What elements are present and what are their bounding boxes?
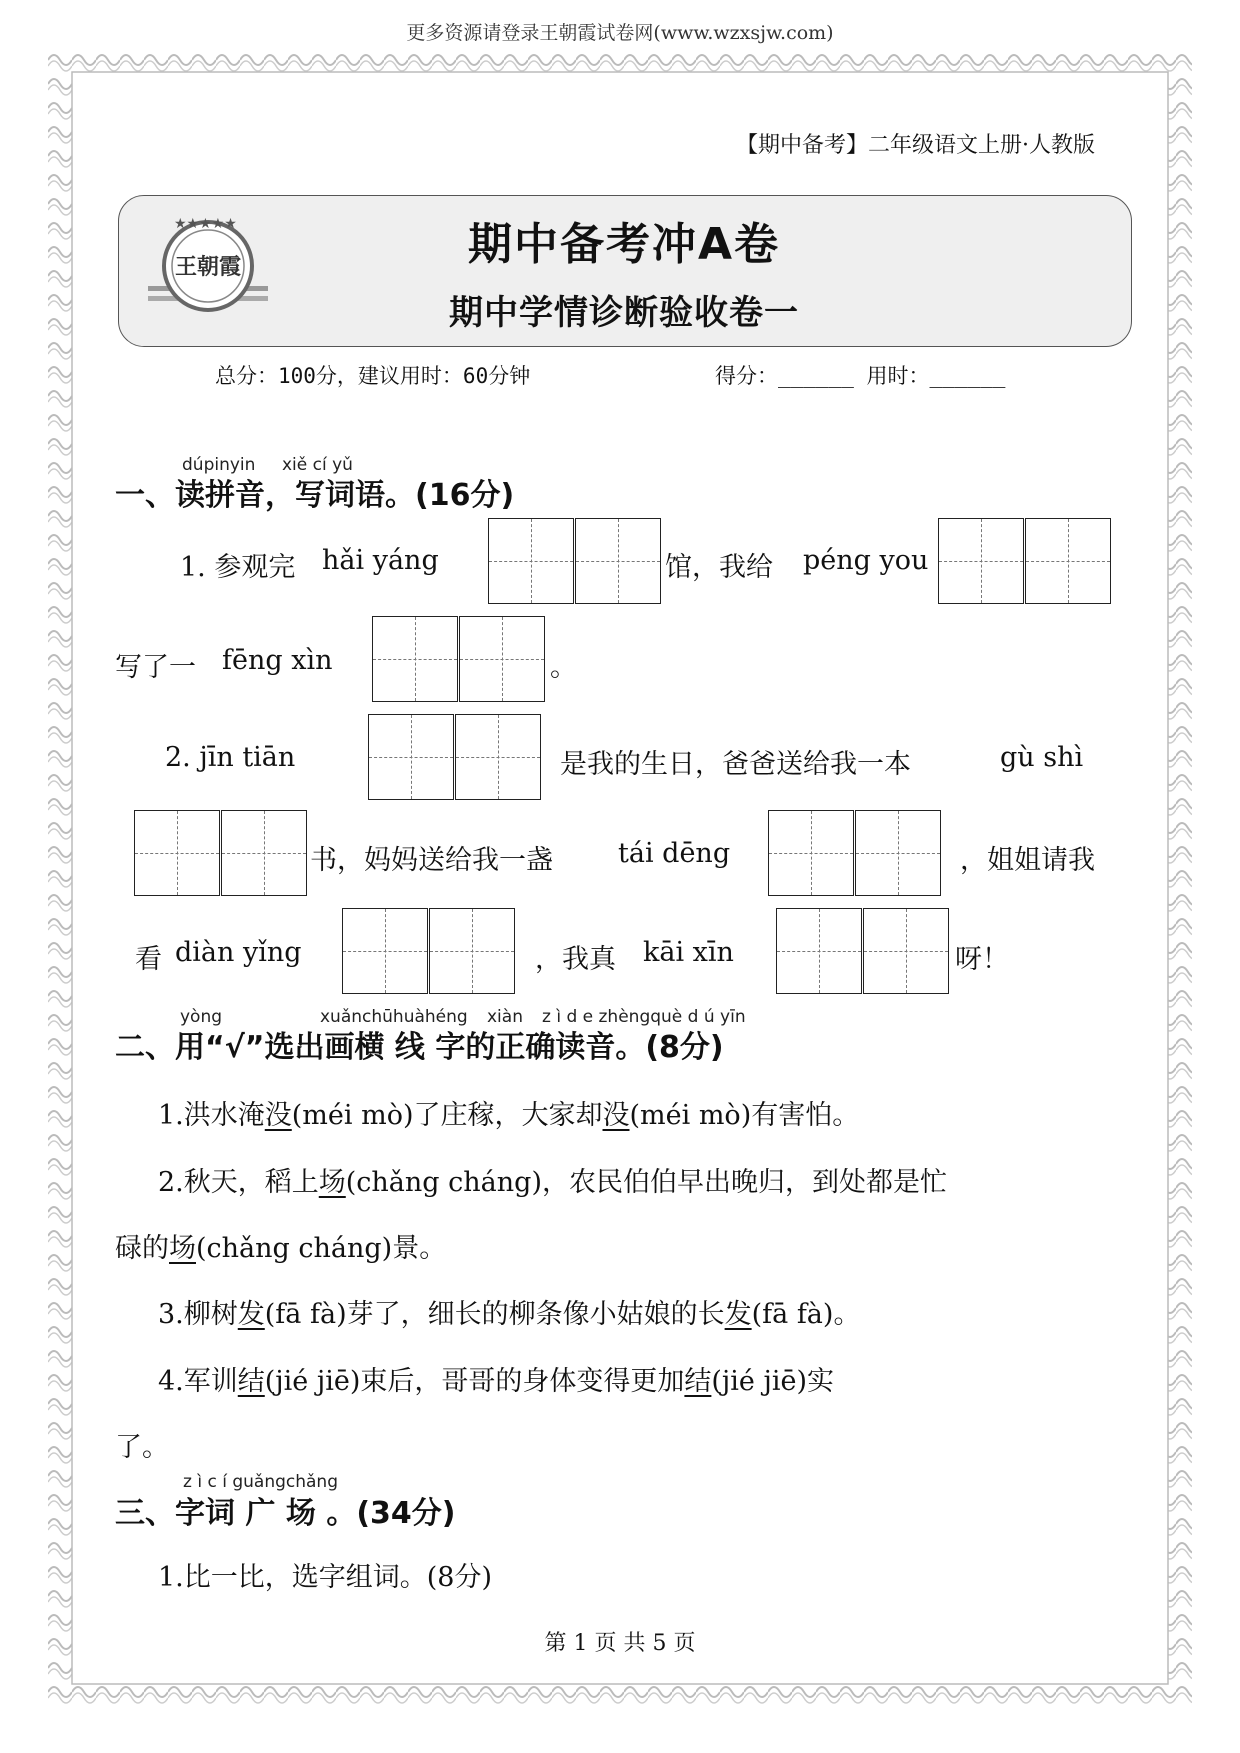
s2-line-2: 2.秋天，稻上场(chǎng cháng)，农民伯伯早出晚归，到处都是忙 — [158, 1167, 947, 1198]
writing-box[interactable] — [455, 714, 541, 800]
exam-title: 期中备考冲A卷 — [467, 219, 781, 270]
s2-line-1: 1.洪水淹没(méi mò)了庄稼，大家却没(méi mò)有害怕。 — [158, 1100, 860, 1131]
s2-pinyin-c: xiàn — [487, 1007, 523, 1027]
logo-lettering: 王朝霞 — [174, 254, 242, 280]
writing-box[interactable] — [342, 908, 428, 994]
writing-box[interactable] — [938, 518, 1024, 604]
writing-box[interactable] — [1025, 518, 1111, 604]
s2-line-2b: 碌的场(chǎng cháng)景。 — [115, 1233, 447, 1264]
writing-box[interactable] — [372, 616, 458, 702]
section-3-heading: 三、字词 广 场 。(34分) — [115, 1496, 456, 1531]
edition-label: 【期中备考】二年级语文上册·人教版 — [736, 133, 1095, 158]
score-blank: 得分：______ 用时：______ — [715, 364, 1006, 388]
q2-text-d: 看 — [135, 944, 162, 975]
s2-line-4b: 了。 — [115, 1432, 169, 1463]
writing-box[interactable] — [768, 810, 854, 896]
q1-pinyin-2: péng you — [803, 545, 929, 576]
s2-pinyin-d: z ì d e zhèngquè d ú yīn — [542, 1007, 746, 1027]
writing-box[interactable] — [855, 810, 941, 896]
writing-box[interactable] — [575, 518, 661, 604]
svg-text:★★★★★: ★★★★★ — [174, 216, 237, 232]
top-resource-link[interactable]: 更多资源请登录王朝霞试卷网(www.wzxsjw.com) — [406, 22, 834, 44]
q2-pinyin-2: gù shì — [1000, 742, 1084, 773]
q2-text-c: ，姐姐请我 — [960, 845, 1095, 876]
s2-pinyin-b: xuǎnchūhuàhéng — [320, 1007, 468, 1027]
q1-text-a: 1. 参观完 — [180, 552, 296, 583]
q1-text-d: 。 — [550, 652, 577, 683]
s3-pinyin: z ì c í guǎngchǎng — [183, 1472, 338, 1492]
exam-subtitle: 期中学情诊断验收卷一 — [449, 293, 799, 333]
s2-line-3: 3.柳树发(fā fà)芽了，细长的柳条像小姑娘的长发(fā fà)。 — [158, 1299, 861, 1330]
s1-pinyin-b: xiě cí yǔ — [282, 455, 353, 475]
q1-text-c: 写了一 — [115, 652, 196, 683]
writing-box[interactable] — [863, 908, 949, 994]
section-2-heading: 二、用“√”选出画横 线 字的正确读音。(8分) — [115, 1030, 724, 1065]
writing-box[interactable] — [488, 518, 574, 604]
page-footer: 第 1 页 共 5 页 — [544, 1631, 696, 1656]
s3-question-1: 1.比一比，选字组词。(8分) — [158, 1562, 493, 1593]
q2-pinyin-3: tái dēng — [618, 838, 731, 869]
q2-text-b: 书，妈妈送给我一盏 — [310, 845, 553, 876]
writing-box[interactable] — [459, 616, 545, 702]
q2-pinyin-1: 2. jīn tiān — [165, 742, 296, 773]
writing-box[interactable] — [429, 908, 515, 994]
q2-text-f: 呀！ — [955, 944, 1009, 975]
writing-box[interactable] — [368, 714, 454, 800]
q2-text-a: 是我的生日，爸爸送给我一本 — [560, 749, 911, 780]
q2-pinyin-4: diàn yǐng — [175, 937, 302, 968]
writing-box[interactable] — [221, 810, 307, 896]
s2-line-4: 4.军训结(jié jiē)束后，哥哥的身体变得更加结(jié jiē)实 — [158, 1366, 835, 1397]
s1-pinyin-a: dúpinyin — [182, 455, 256, 475]
writing-box[interactable] — [776, 908, 862, 994]
q1-pinyin-1: hǎi yáng — [322, 545, 439, 576]
q2-pinyin-5: kāi xīn — [643, 937, 734, 968]
s2-pinyin-a: yòng — [180, 1007, 223, 1027]
writing-box[interactable] — [134, 810, 220, 896]
q1-pinyin-3: fēng xìn — [222, 645, 333, 676]
q1-text-b: 馆，我给 — [665, 552, 773, 583]
q2-text-e: ，我真 — [535, 944, 616, 975]
section-1-heading: 一、读拼音，写词语。(16分) — [115, 478, 515, 513]
score-info: 总分：100分，建议用时：60分钟 — [215, 364, 531, 388]
